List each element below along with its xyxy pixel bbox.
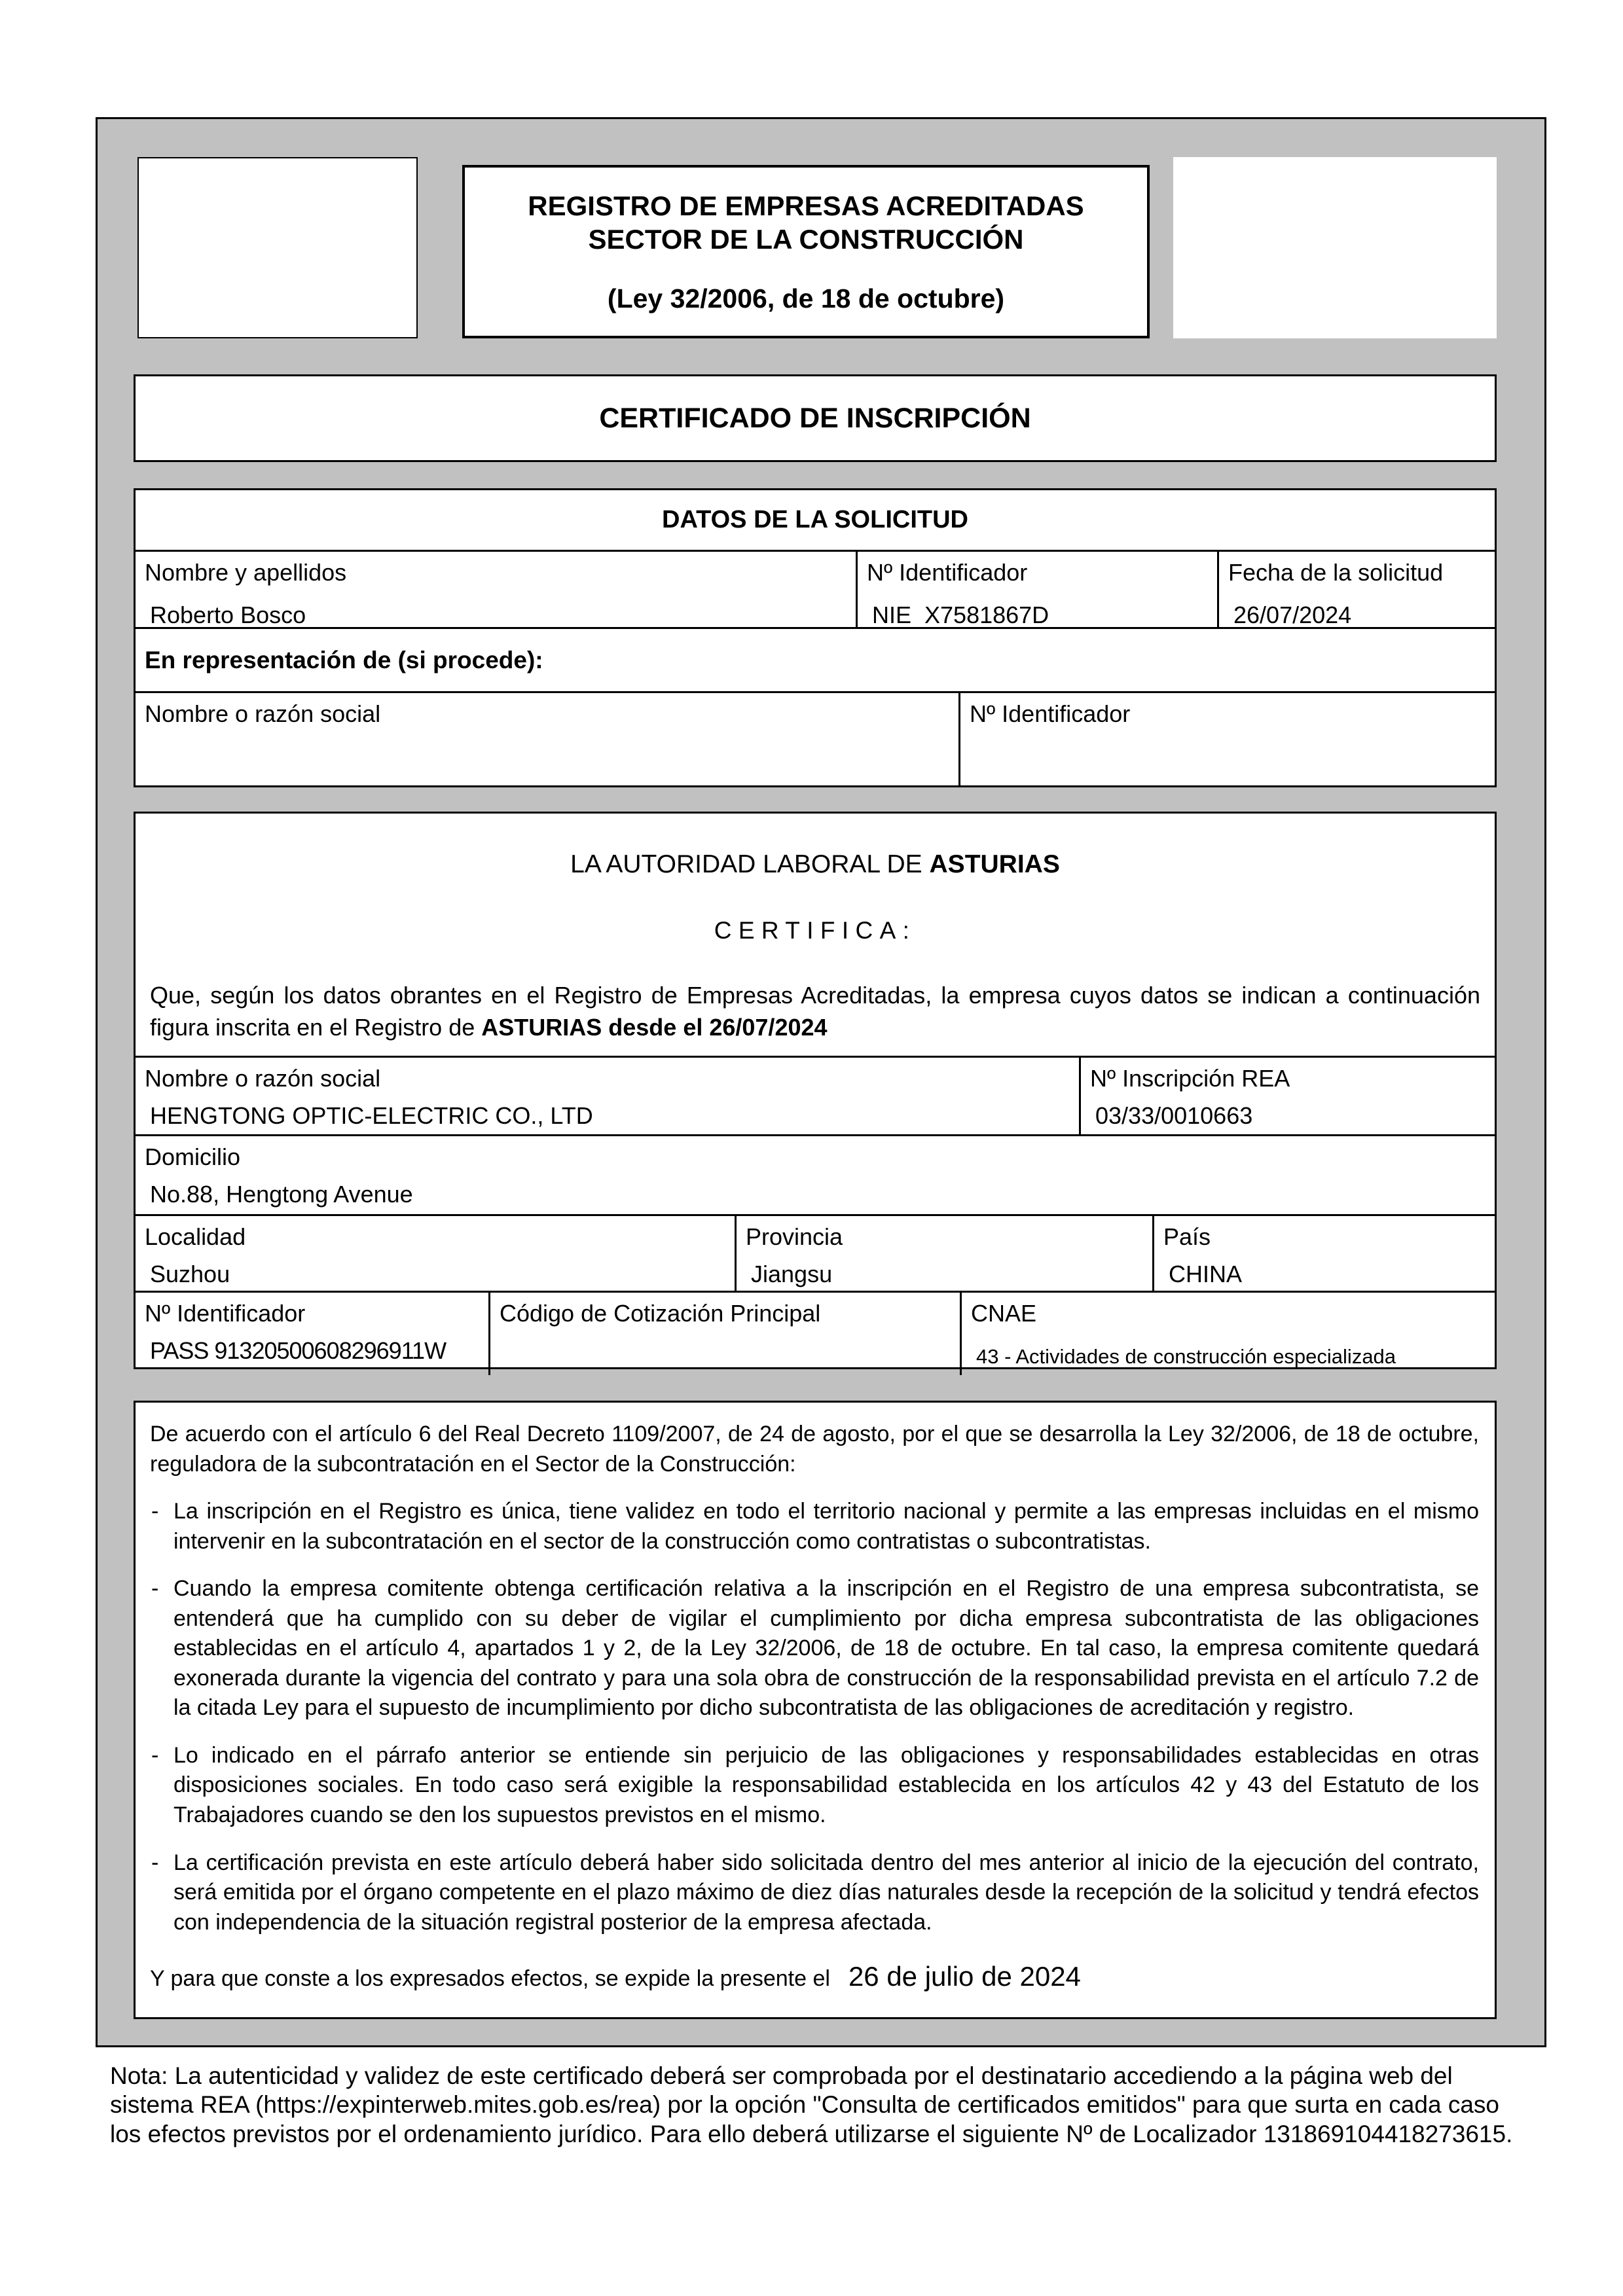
company-name-row [136, 1056, 1495, 1134]
certification-statement [136, 980, 1495, 1043]
company-id-value: PASS 91320500608296911W [150, 1337, 447, 1365]
legal-bullet-2-text: Cuando la empresa comitente obtenga certificación relativa a la inscripción en el Registro de una empresa subcontratista, se entenderá que ha cumplido con su deber de vigilar el cumplimiento por dicha empresa subcontratista de las obligaciones establecidas en el artículo 4, apartados 1 y 2, de la Ley 32/2006, de 18 de octubre. En tal caso, la empresa comitente quedará exonerada durante la vigencia del contrato y para una sola obra de construcción de la responsabilidad prevista en el artículo 7.2 de la citada Ley para el supuesto de incumplimiento por dicho subcontratista de las obligaciones de acreditación y registro. [173, 1576, 1479, 1721]
solicitud-section [134, 488, 1497, 787]
company-country-cell [1154, 1216, 1495, 1291]
company-address-label: Domicilio [145, 1143, 241, 1170]
solicitud-applicant-row [136, 552, 1495, 629]
company-address-cell [136, 1136, 1495, 1214]
contribution-code-cell [490, 1293, 962, 1375]
application-date-label: Fecha de la solicitud [1228, 559, 1444, 586]
certificate-title-box [134, 374, 1497, 462]
rep-company-cell [136, 693, 960, 785]
company-id-cell [136, 1293, 490, 1375]
legal-section [134, 1401, 1497, 2019]
company-province-label: Provincia [746, 1223, 843, 1250]
header-title-line1: REGISTRO DE EMPRESAS ACREDITADAS [528, 190, 1084, 221]
bullet-dash: - [151, 1742, 159, 1768]
representation-label: En representación de (si procede): [145, 646, 543, 673]
applicant-id-label: Nº Identificador [867, 559, 1028, 586]
company-rea-cell [1081, 1058, 1495, 1134]
company-rea-value: 03/33/0010663 [1095, 1102, 1253, 1130]
certificate-title: CERTIFICADO DE INSCRIPCIÓN [599, 402, 1031, 434]
authority-region: ASTURIAS [929, 850, 1060, 878]
rep-id-label: Nº Identificador [970, 700, 1131, 727]
certification-section [134, 812, 1497, 1369]
bullet-dash: - [151, 1576, 159, 1602]
company-city-label: Localidad [145, 1223, 246, 1250]
contribution-code-label: Código de Cotización Principal [500, 1300, 821, 1327]
footer-note: Nota: La autenticidad y validez de este certificado deberá ser comprobada por el destinatario accediendo a la página web del sistema REA (https://expinterweb.mites.gob.es/rea) por la opción "Consulta de certificados emitidos" para que surta en cada caso los efectos previstos por el ordenamiento jurídico. Para ello deberá utilizarse el siguiente Nº de Localizador 131869104418273615. [110, 2062, 1513, 2147]
company-id-label: Nº Identificador [145, 1300, 306, 1327]
legal-intro: De acuerdo con el artículo 6 del Real Decreto 1109/2007, de 24 de agosto, por el que se desarrolla la Ley 32/2006, de 18 de octubre, reguladora de la subcontratación en el Sector de la Construcción: [150, 1422, 1479, 1477]
closing-text: Y para que conste a los expresados efectos, se expide la presente el [150, 1966, 830, 1992]
statement-normal: Que, según los datos obrantes en el Registro de Empresas Acreditadas, la empresa cuyos datos se indican a continuación figura inscrita en el Registro de [150, 982, 1480, 1041]
company-province-value: Jiangsu [751, 1261, 833, 1288]
company-rea-label: Nº Inscripción REA [1090, 1065, 1290, 1092]
company-location-row [136, 1214, 1495, 1291]
company-address-value: No.88, Hengtong Avenue [150, 1181, 413, 1208]
applicant-id-value: NIE X7581867D [872, 601, 1049, 629]
legal-bullet-1 [146, 1497, 1479, 1556]
company-country-label: País [1163, 1223, 1211, 1250]
company-city-cell [136, 1216, 737, 1291]
statement-bold: ASTURIAS desde el 26/07/2024 [481, 1013, 828, 1041]
company-address-row [136, 1134, 1495, 1214]
legal-bullet-4 [146, 1848, 1479, 1938]
certification-header [136, 814, 1495, 1056]
header-law-line: (Ley 32/2006, de 18 de octubre) [607, 283, 1005, 314]
header-title-box [462, 165, 1150, 338]
logo-placeholder-right [1173, 157, 1497, 338]
bullet-dash: - [151, 1499, 159, 1524]
bullet-dash: - [151, 1850, 159, 1875]
applicant-name-label: Nombre y apellidos [145, 559, 347, 586]
cnae-label: CNAE [971, 1300, 1037, 1327]
cnae-value: 43 - Actividades de construcción especializada [976, 1345, 1396, 1369]
legal-bullet-4-text: La certificación prevista en este artículo deberá haber sido solicitada dentro del mes anterior al inicio de la ejecución del contrato, será emitida por el órgano competente en el plazo máximo de diez días naturales desde la recepción de la solicitud y tendrá efectos con independencia de la situación registral posterior de la empresa afectada. [173, 1850, 1479, 1935]
company-name-label: Nombre o razón social [145, 1065, 381, 1092]
authority-prefix: LA AUTORIDAD LABORAL DE [570, 850, 922, 878]
company-country-value: CHINA [1169, 1261, 1243, 1288]
applicant-name-value: Roberto Bosco [150, 601, 306, 629]
company-province-cell [737, 1216, 1154, 1291]
issue-date: 26 de julio de 2024 [848, 1961, 1081, 1992]
company-city-value: Suzhou [150, 1261, 230, 1288]
solicitud-section-title: DATOS DE LA SOLICITUD [136, 490, 1495, 552]
legal-bullet-1-text: La inscripción en el Registro es única, tiene validez en todo el territorio nacional y permite a las empresas incluidas en el mismo intervenir en la subcontratación en el sector de la construcción como contratistas o subcontratistas. [173, 1499, 1479, 1554]
company-name-cell [136, 1058, 1081, 1134]
header-title-line2: SECTOR DE LA CONSTRUCCIÓN [588, 224, 1024, 255]
legal-bullet-3-text: Lo indicado en el párrafo anterior se entiende sin perjuicio de las obligaciones y responsabilidades establecidas en otras disposiciones sociales. En todo caso será exigible la responsabilidad establecida en los artículos 42 y 43 del Estatuto de los Trabajadores cuando se den los supuestos previstos en el mismo. [173, 1742, 1479, 1828]
company-name-value: HENGTONG OPTIC-ELECTRIC CO., LTD [150, 1102, 593, 1130]
application-date-cell [1219, 552, 1495, 627]
company-id-row [136, 1291, 1495, 1375]
representation-detail-row [136, 693, 1495, 785]
closing-line [150, 1958, 1479, 1995]
representation-row [136, 629, 1495, 693]
legal-bullet-2 [146, 1574, 1479, 1723]
applicant-name-cell [136, 552, 858, 627]
cnae-cell [962, 1293, 1495, 1375]
application-date-value: 26/07/2024 [1233, 601, 1352, 629]
certifies-label: CERTIFICA: [714, 917, 917, 944]
authority-line [136, 850, 1495, 879]
logo-placeholder-left [137, 157, 418, 338]
rep-company-label: Nombre o razón social [145, 700, 381, 727]
legal-bullet-3 [146, 1741, 1479, 1831]
rep-id-cell [960, 693, 1495, 785]
applicant-id-cell [858, 552, 1219, 627]
